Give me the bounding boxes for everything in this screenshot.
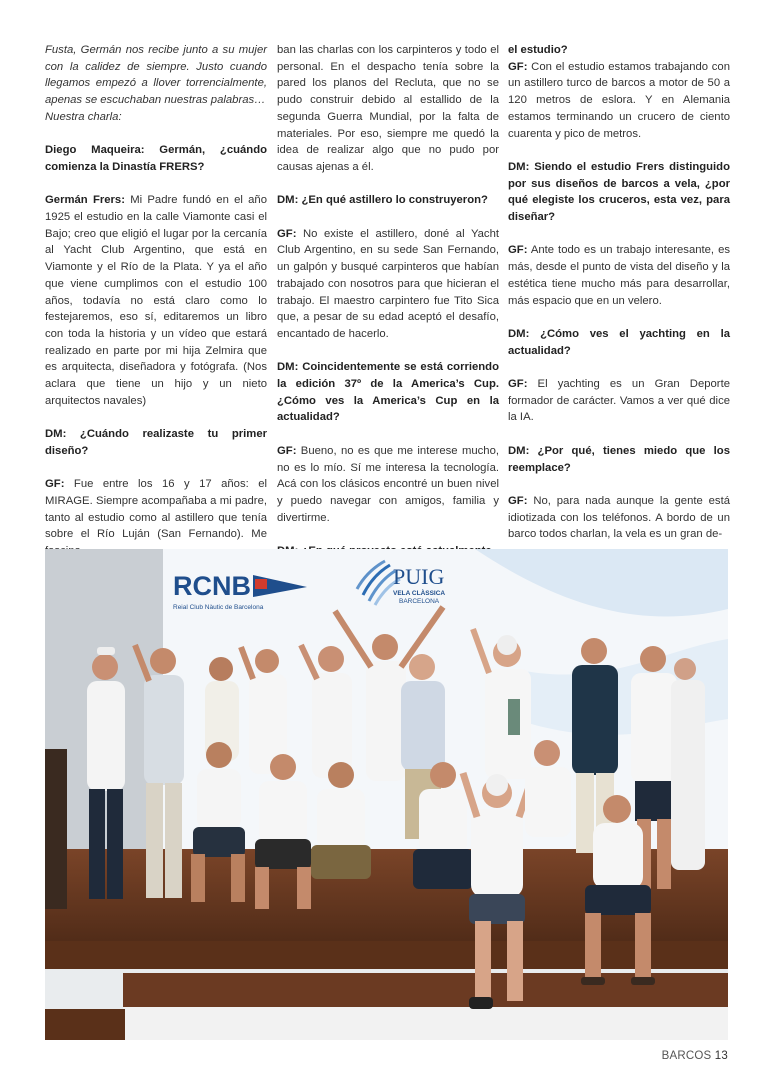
trophy-stand	[45, 749, 67, 909]
rcnb-pennant-flag-icon	[255, 579, 267, 589]
answer-5	[508, 59, 730, 143]
publication-name: BARCOS	[661, 1050, 712, 1062]
answer-4-text: Bueno, no es que me interese mucho, no es lo mío. Sí me interesa la tecnología. Acá con los clásicos encontré un buen nivel y puedo navegar con amigos, familia y divertirme.	[277, 444, 499, 524]
answer-5-speaker: GF:	[508, 60, 528, 73]
answer-3-text: No existe el astillero, doné al Yacht Club Argentino, en su sede San Fernando, un galpón y busqué carpinteros que habían trabajado con nosotros para que hicieran el trabajo. El maestro carpintero fue Tito Sica que, a pesar de su edad aceptó el desafío, encantado de hacerlo.	[277, 227, 499, 340]
intro-paragraph: Fusta, Germán nos recibe junto a su mujer con la calidez de siempre. Justo cuando llegamos empezó a llover torrencialmente, apenas se escuchaban nuestras palabras…	[45, 44, 267, 107]
page-folio	[662, 1050, 728, 1062]
answer-7	[508, 376, 730, 426]
answer-6-speaker: GF:	[508, 244, 528, 257]
answer-3-speaker: GF:	[277, 227, 297, 240]
question-3: DM: ¿En qué astillero lo construyeron?	[277, 194, 488, 207]
person	[671, 658, 705, 870]
answer-3	[277, 226, 499, 343]
answer-2-continued: ban las charlas con los carpinteros y todo el personal. En el despacho tenía sobre la pared los planos del Recluta, que no se pudo construir debido al estallido de la segunda Guerra Mundial, por la falta de materiales. Por eso, siempre me quedó la idea de realizar algo que no pudo por causas ajenas a él.	[277, 44, 499, 173]
answer-2-speaker: GF:	[45, 478, 65, 491]
puig-logo-text: PUIG	[393, 564, 445, 589]
answer-8-speaker: GF:	[508, 494, 528, 507]
question-5-continued: el estudio?	[508, 44, 568, 56]
article-column-2	[277, 42, 499, 560]
answer-7-speaker: GF:	[508, 378, 528, 390]
event-group-photo	[45, 549, 728, 1040]
answer-6	[508, 242, 730, 309]
rcnb-logo-subtitle: Reial Club Nàutic de Barcelona	[173, 604, 264, 611]
front-step-riser	[123, 1007, 728, 1040]
answer-1-speaker: Germán Frers:	[45, 194, 125, 207]
answer-8-text: No, para nada aunque la gente está idiotizada con los teléfonos. A bordo de un barco todos charlan, la vela es un gran de-	[508, 494, 730, 541]
stage-edge	[45, 941, 728, 971]
answer-1-text: Mi Padre fundó en el año 1925 el estudio en la calle Viamonte casi el Bajo; creo que eligió el lugar por la cercanía al Yacht Club Argentino, que está en Viamonte y el Río de la Plata. Y ya el año que viene cumplimos con el estudio 100 años, todavía no está claro como lo festejaremos, eso sí, editaremos un libro con toda la historia y un vídeo que estará realizado en parte por mi hija Zelmira que es arquitecta, diseñadora y fotógrafa. (Nos aclara que tiene un hijo y un nieto arquitectos navales)	[45, 194, 267, 407]
question-2: DM: ¿Cuándo realizaste tu primer diseño?	[45, 428, 267, 457]
article-column-3	[508, 42, 730, 543]
answer-1	[45, 192, 267, 409]
question-6: DM: Siendo el estudio Frers distinguido por sus diseños de barcos a vela, ¿por qué elegiste los cruceros, esta vez, para diseñar?	[508, 160, 730, 224]
question-8: DM: ¿Por qué, tienes miedo que los reemplace?	[508, 444, 730, 474]
question-4: DM: Coincidentemente se está corriendo la edición 37º de la America’s Cup. ¿Cómo ves la America’s Cup en la actualidad?	[277, 361, 499, 424]
answer-4	[277, 443, 499, 527]
intro-lead: Nuestra charla:	[45, 110, 122, 123]
answer-4-speaker: GF:	[277, 444, 297, 457]
page-number: 13	[714, 1050, 728, 1062]
floor-corner	[45, 1009, 125, 1040]
article-column-1	[45, 42, 267, 560]
answer-7-text: El yachting es un Gran Deporte formador de carácter. Vamos a ver qué dice la IA.	[508, 378, 730, 424]
group-photo-illustration	[45, 549, 728, 1040]
answer-8	[508, 493, 730, 543]
answer-5-text: Con el estudio estamos trabajando con un astillero turco de barcos a motor de 50 a 120 metros de eslora. Y en Alemania estamos terminando un crucero de ciento cuarenta y pico de metros.	[508, 60, 730, 140]
answer-6-text: Ante todo es un trabajo interesante, es más, desde el punto de vista del diseño y la estética tiene mucho más para desarrollar, más espacio que en un velero.	[508, 244, 730, 307]
answer-2	[45, 476, 267, 560]
rcnb-logo-text: RCNB	[173, 571, 251, 601]
question-1: Diego Maqueira: Germán, ¿cuándo comienza la Dinastía FRERS?	[45, 144, 267, 173]
answer-2-text: Fue entre los 16 y 17 años: el MIRAGE. Siempre acompañaba a mi padre, tanto al estudio como al astillero que tenía sobre el Río Luján (San Fernando). Me	[45, 478, 267, 541]
puig-logo-subtitle-2: BARCELONA	[399, 598, 440, 605]
question-7: DM: ¿Cómo ves el yachting en la actualidad?	[508, 327, 730, 357]
puig-logo-subtitle-1: VELA CLÀSSICA	[393, 590, 446, 597]
